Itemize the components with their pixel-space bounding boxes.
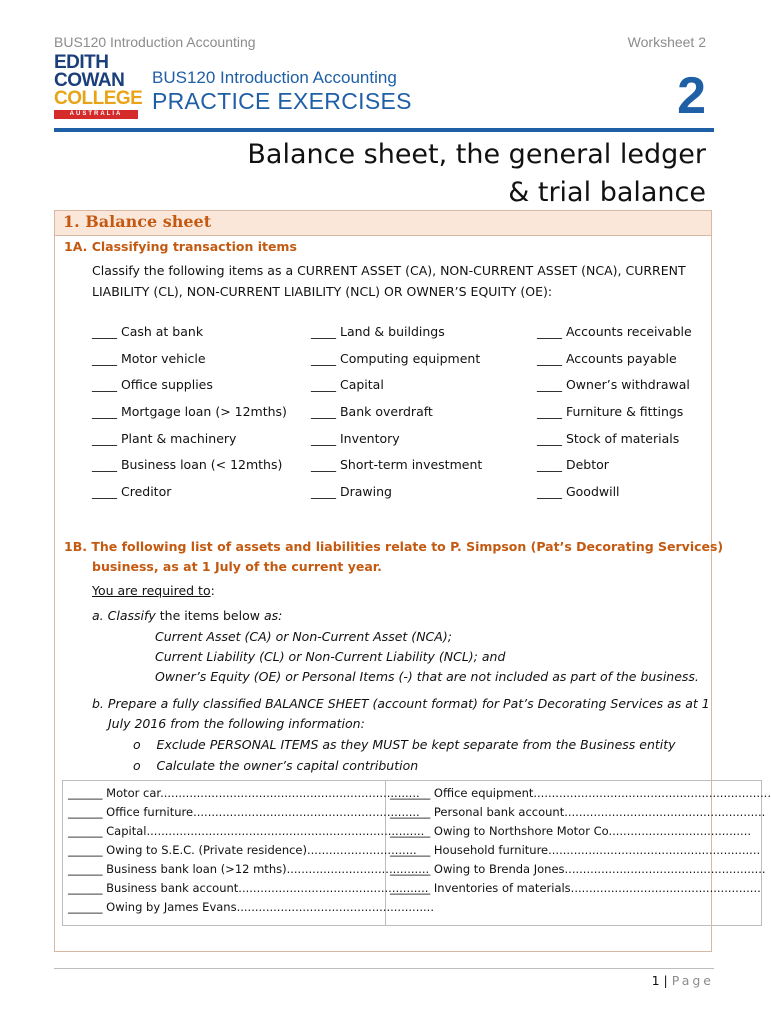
logo-line4: AUSTRALIA [54,110,138,119]
table-row: ______ Owing to S.E.C. (Private residence).............................. [68,843,417,857]
list-item: ____ Accounts receivable [537,324,692,339]
list-item: ____ Office supplies [92,377,213,393]
task-b [92,693,710,714]
task-b-line2: July 2016 from the following information: [108,716,365,731]
footer-rule [54,968,714,969]
list-item: ____ Computing equipment [311,350,481,366]
list-item: ____ Owner’s withdrawal [537,377,690,393]
required-line: You are required to: [92,583,215,598]
list-item: ____ Land & buildings [311,324,445,339]
title-line2: & trial balance [508,177,706,208]
items-column-3 [537,324,692,511]
required-text: You are required to [92,583,211,598]
section-heading: 1. Balance sheet [55,211,711,236]
task-a [92,605,282,626]
table-row: _______ Personal bank account....................................................... [390,805,766,819]
list-item: ____ Bank overdraft [311,404,433,420]
logo-line3: COLLEGE [54,88,143,109]
task-a-line1: Current Asset (CA) or Non-Current Asset (NCA); [155,629,452,644]
header-worksheet: Worksheet 2 [627,34,706,50]
table-right-column [390,786,771,900]
task-a-line2: Current Liability (CL) or Non-Current Liability (NCL); and [155,649,506,664]
list-item: ____ Capital [311,377,384,393]
table-row: _______ Inventories of materials.................................................... [390,881,761,895]
title-line1: Balance sheet, the general ledger [247,139,706,170]
list-item: ____ Cash at bank [92,324,204,339]
college-logo [54,52,143,126]
items-column-1 [92,324,287,511]
bullet-1: o Exclude PERSONAL ITEMS as they MUST be kept separate from the Business entity [133,737,676,752]
document-title [247,136,706,212]
header-course: BUS120 Introduction Accounting [54,34,256,50]
logo-line2: COWAN [54,70,125,91]
table-row: ______ Motor car....................................................................... [68,786,420,800]
table-row: _______ Owing to Northshore Motor Co....................................... [390,824,752,838]
header-rule [54,128,714,132]
list-item: ____ Short-term investment [311,457,483,473]
part-a-instruction-1: Classify the following items as a CURRENT ASSET (CA), NON-CURRENT ASSET (NCA), CURRENT [92,263,686,278]
table-row: _______ Office equipment................................................................. [390,786,771,800]
list-item: ____ Furniture & fittings [537,404,684,420]
list-item: ____ Creditor [92,484,172,500]
list-item: ____ Inventory [311,430,400,446]
part-a-instruction-2: LIABILITY (CL), NON-CURRENT LIABILITY (NCL) OR OWNER’S EQUITY (OE): [92,284,553,299]
list-item: ____ Accounts payable [537,350,677,366]
task-b-label: b. [92,696,104,711]
course-title: BUS120 Introduction Accounting [152,68,397,87]
part-a-heading: 1A. Classifying transaction items [64,239,297,254]
task-b-line1: Prepare a fully classified BALANCE SHEET (account format) for Pat’s Decorating Services as at 1 [107,696,710,711]
list-item: ____ Business loan (< 12mths) [92,457,283,473]
list-item: ____ Stock of materials [537,430,680,446]
task-a-classify: Classify [107,608,156,623]
list-item: ____ Motor vehicle [92,350,206,366]
table-row: _______ Household furniture.......................................................... [390,843,761,857]
table-row: ______ Office furniture.............................................................. [68,805,420,819]
bullet-2: o Calculate the owner’s capital contribution [133,758,419,773]
practice-subtitle: PRACTICE EXERCISES [152,88,412,114]
table-left-column [68,786,434,919]
table-row: ______ Capital............................................................................ [68,824,425,838]
part-b-heading-1: 1B. The following list of assets and liabilities relate to P. Simpson (Pat’s Decorating Services) [64,539,724,554]
list-item: ____ Plant & machinery [92,430,237,446]
part-b-heading-2: business, as at 1 July of the current year. [92,559,382,574]
list-item: ____ Drawing [311,484,392,500]
list-item: ____ Mortgage loan (> 12mths) [92,404,287,420]
page-number: 1 | Page [651,973,714,988]
table-row: ______ Owing by James Evans...................................................... [68,900,434,914]
task-a-label: a. [92,608,104,623]
list-item: ____ Debtor [537,457,609,473]
table-row: ______ Business bank account.................................................... [68,881,429,895]
worksheet-number: 2 [677,67,706,125]
logo-line1: EDITH [54,52,109,73]
task-a-as: as: [263,608,283,623]
table-row: _______ Owing to Brenda Jones....................................................... [390,862,766,876]
task-a-line3: Owner’s Equity (OE) or Personal Items (-) that are not included as part of the business. [155,669,699,684]
list-item: ____ Goodwill [537,484,620,500]
table-row: ______ Business bank loan (>12 mths)....................................... [68,862,430,876]
items-column-2 [311,324,482,511]
task-a-text: the items below [155,608,264,623]
